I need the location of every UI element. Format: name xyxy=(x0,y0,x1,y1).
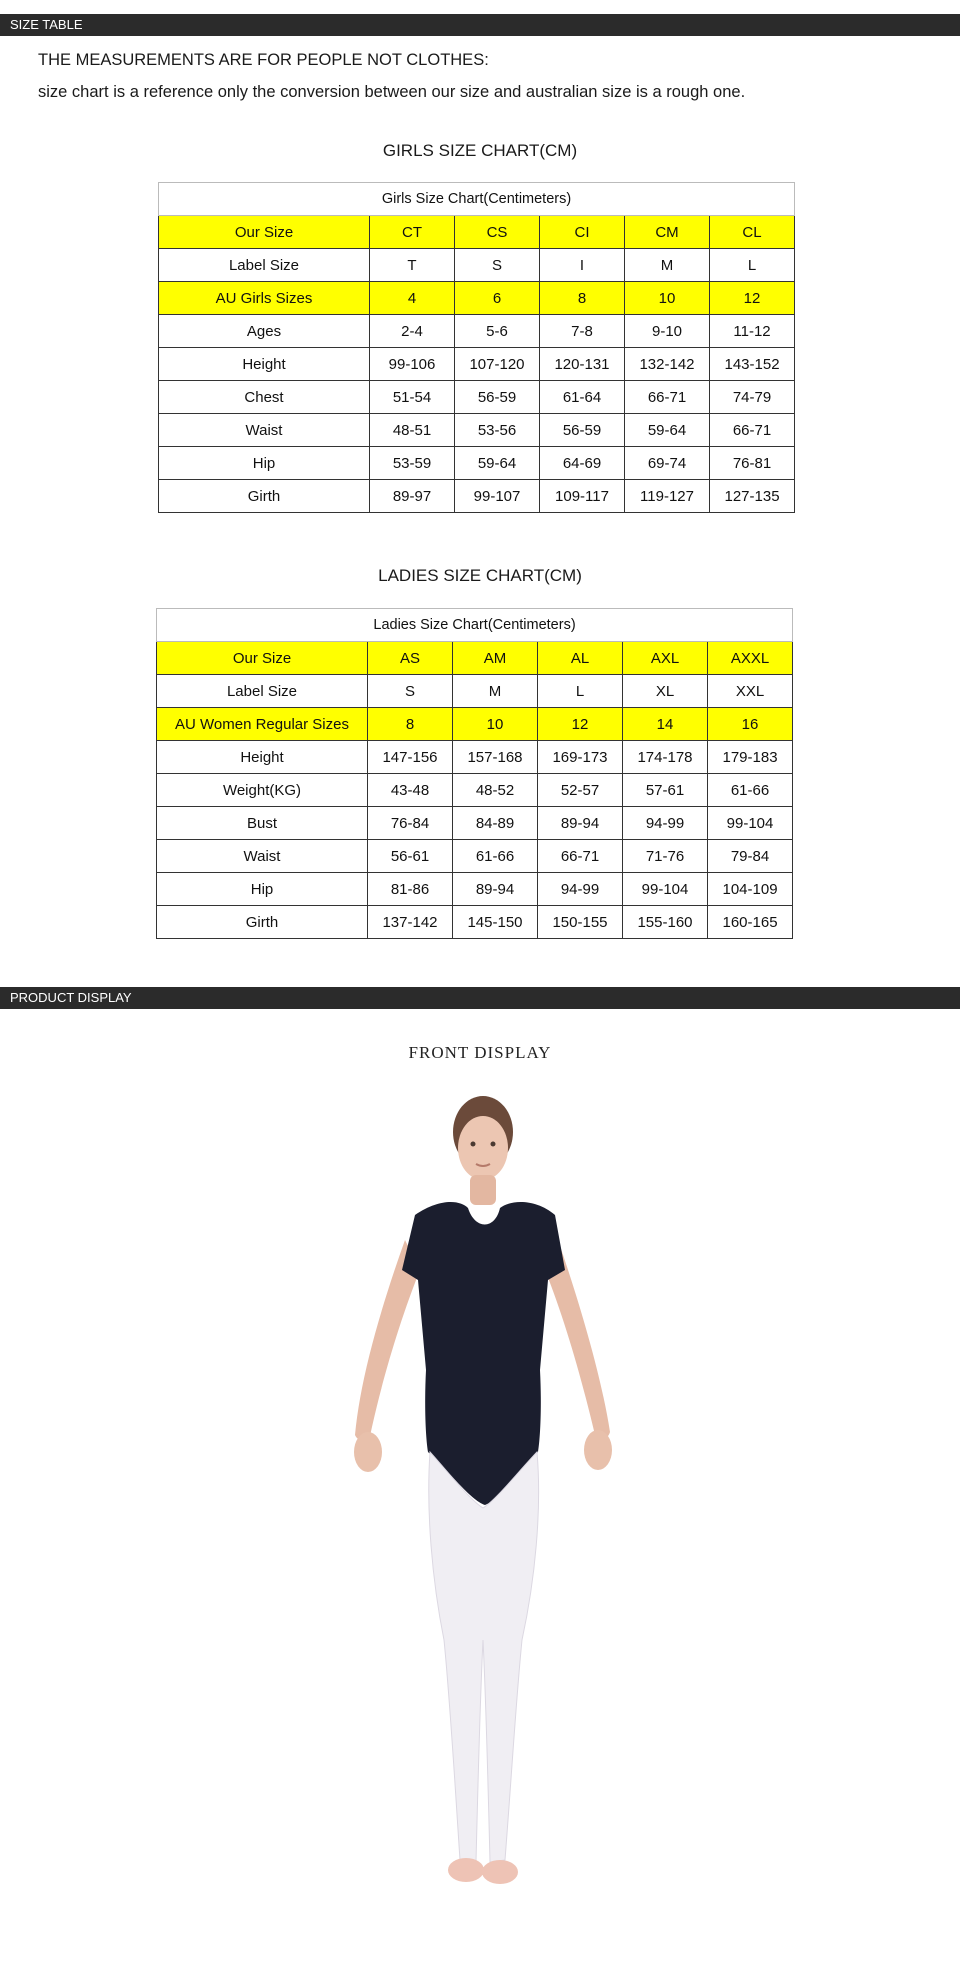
leotard xyxy=(402,1202,565,1505)
row-label: Label Size xyxy=(159,249,370,282)
table-cell: 99-104 xyxy=(623,873,708,906)
table-row xyxy=(159,282,795,315)
table-cell: 9-10 xyxy=(625,315,710,348)
table-cell: 174-178 xyxy=(623,741,708,774)
table-cell: 145-150 xyxy=(453,906,538,939)
table-cell: 14 xyxy=(623,708,708,741)
table-cell: 4 xyxy=(370,282,455,315)
table-row xyxy=(159,381,795,414)
table-cell: M xyxy=(453,675,538,708)
table-row xyxy=(157,642,793,675)
table-cell: 169-173 xyxy=(538,741,623,774)
table-cell: M xyxy=(625,249,710,282)
right-ballet-shoe xyxy=(482,1860,518,1884)
table-cell: XXL xyxy=(708,675,793,708)
table-cell: 52-57 xyxy=(538,774,623,807)
conversion-notice: size chart is a reference only the conversion between our size and australian size is a rough one. xyxy=(38,83,746,101)
table-cell: 56-59 xyxy=(540,414,625,447)
table-cell: 160-165 xyxy=(708,906,793,939)
table-cell: CM xyxy=(625,216,710,249)
table-cell: 74-79 xyxy=(710,381,795,414)
table-cell: 120-131 xyxy=(540,348,625,381)
table-cell: 127-135 xyxy=(710,480,795,513)
model-neck xyxy=(470,1175,496,1205)
model-left-eye xyxy=(471,1142,476,1147)
product-display-header: PRODUCT DISPLAY xyxy=(0,987,960,1009)
row-label: Girth xyxy=(159,480,370,513)
table-cell: CS xyxy=(455,216,540,249)
table-cell: 56-59 xyxy=(455,381,540,414)
front-display-title: FRONT DISPLAY xyxy=(408,1043,552,1062)
table-row xyxy=(159,348,795,381)
table-cell: 53-59 xyxy=(370,447,455,480)
model-right-eye xyxy=(491,1142,496,1147)
table-cell: I xyxy=(540,249,625,282)
table-cell: 79-84 xyxy=(708,840,793,873)
table-cell: 10 xyxy=(625,282,710,315)
table-cell: 94-99 xyxy=(623,807,708,840)
table-cell: 6 xyxy=(455,282,540,315)
table-cell: 7-8 xyxy=(540,315,625,348)
table-cell: 12 xyxy=(710,282,795,315)
girls-chart-title: GIRLS SIZE CHART(CM) xyxy=(382,141,578,160)
table-cell: AS xyxy=(368,642,453,675)
table-cell: 99-104 xyxy=(708,807,793,840)
table-cell: 61-66 xyxy=(453,840,538,873)
model-photo xyxy=(290,1080,680,1960)
table-cell: CL xyxy=(710,216,795,249)
table-cell: 89-97 xyxy=(370,480,455,513)
left-ballet-shoe xyxy=(448,1858,484,1882)
table-cell: 43-48 xyxy=(368,774,453,807)
ladies-chart-title: LADIES SIZE CHART(CM) xyxy=(378,566,582,585)
table-cell: 89-94 xyxy=(538,807,623,840)
row-label: AU Women Regular Sizes xyxy=(157,708,368,741)
table-cell: 11-12 xyxy=(710,315,795,348)
table-cell: AL xyxy=(538,642,623,675)
table-cell: 81-86 xyxy=(368,873,453,906)
table-row xyxy=(159,216,795,249)
table-cell: 61-66 xyxy=(708,774,793,807)
row-label: Hip xyxy=(157,873,368,906)
table-cell: 10 xyxy=(453,708,538,741)
table-row xyxy=(159,414,795,447)
table-cell: S xyxy=(455,249,540,282)
table-cell: L xyxy=(538,675,623,708)
row-label: Weight(KG) xyxy=(157,774,368,807)
table-row xyxy=(159,315,795,348)
row-label: Label Size xyxy=(157,675,368,708)
table-cell: 59-64 xyxy=(455,447,540,480)
table-cell: S xyxy=(368,675,453,708)
row-label: Girth xyxy=(157,906,368,939)
table-row xyxy=(159,447,795,480)
table-row xyxy=(157,906,793,939)
girls-size-table xyxy=(158,182,795,513)
table-cell: XL xyxy=(623,675,708,708)
table-cell: AXL xyxy=(623,642,708,675)
table-cell: 12 xyxy=(538,708,623,741)
table-cell: 76-84 xyxy=(368,807,453,840)
table-cell: 157-168 xyxy=(453,741,538,774)
table-row xyxy=(157,873,793,906)
table-cell: 16 xyxy=(708,708,793,741)
table-cell: 99-107 xyxy=(455,480,540,513)
table-cell: 64-69 xyxy=(540,447,625,480)
table-cell: 66-71 xyxy=(625,381,710,414)
table-cell: 143-152 xyxy=(710,348,795,381)
table-cell: 76-81 xyxy=(710,447,795,480)
table-row xyxy=(157,708,793,741)
table-cell: 71-76 xyxy=(623,840,708,873)
table-row xyxy=(157,675,793,708)
ladies-size-table xyxy=(156,608,793,939)
table-cell: AXXL xyxy=(708,642,793,675)
table-cell: 8 xyxy=(368,708,453,741)
table-cell: T xyxy=(370,249,455,282)
table-row xyxy=(159,249,795,282)
size-table-header: SIZE TABLE xyxy=(0,14,960,36)
table-cell: 147-156 xyxy=(368,741,453,774)
measurement-notice: THE MEASUREMENTS ARE FOR PEOPLE NOT CLOTHES: xyxy=(38,51,489,69)
row-label: Height xyxy=(159,348,370,381)
row-label: Height xyxy=(157,741,368,774)
table-cell: 56-61 xyxy=(368,840,453,873)
table-cell: 89-94 xyxy=(453,873,538,906)
table-row xyxy=(157,741,793,774)
table-cell: L xyxy=(710,249,795,282)
table-cell: 48-51 xyxy=(370,414,455,447)
table-cell: 69-74 xyxy=(625,447,710,480)
table-row xyxy=(159,480,795,513)
row-label: Ages xyxy=(159,315,370,348)
row-label: AU Girls Sizes xyxy=(159,282,370,315)
table-cell: 66-71 xyxy=(710,414,795,447)
table-cell: 107-120 xyxy=(455,348,540,381)
model-left-hand xyxy=(354,1432,382,1472)
table-cell: 84-89 xyxy=(453,807,538,840)
table-cell: 66-71 xyxy=(538,840,623,873)
row-label: Bust xyxy=(157,807,368,840)
girls-table-caption: Girls Size Chart(Centimeters) xyxy=(159,183,795,216)
row-label: Waist xyxy=(157,840,368,873)
table-cell: AM xyxy=(453,642,538,675)
table-row xyxy=(157,840,793,873)
row-label: Our Size xyxy=(157,642,368,675)
row-label: Chest xyxy=(159,381,370,414)
table-row xyxy=(157,807,793,840)
table-cell: 137-142 xyxy=(368,906,453,939)
row-label: Waist xyxy=(159,414,370,447)
table-cell: 57-61 xyxy=(623,774,708,807)
table-cell: 8 xyxy=(540,282,625,315)
table-cell: 5-6 xyxy=(455,315,540,348)
table-cell: CT xyxy=(370,216,455,249)
table-cell: 53-56 xyxy=(455,414,540,447)
table-cell: 104-109 xyxy=(708,873,793,906)
table-cell: 48-52 xyxy=(453,774,538,807)
table-cell: 59-64 xyxy=(625,414,710,447)
model-right-hand xyxy=(584,1430,612,1470)
table-cell: 179-183 xyxy=(708,741,793,774)
row-label: Hip xyxy=(159,447,370,480)
table-cell: CI xyxy=(540,216,625,249)
ladies-table-caption: Ladies Size Chart(Centimeters) xyxy=(157,609,793,642)
table-cell: 109-117 xyxy=(540,480,625,513)
table-cell: 99-106 xyxy=(370,348,455,381)
table-cell: 2-4 xyxy=(370,315,455,348)
table-cell: 61-64 xyxy=(540,381,625,414)
table-cell: 94-99 xyxy=(538,873,623,906)
table-cell: 119-127 xyxy=(625,480,710,513)
table-cell: 51-54 xyxy=(370,381,455,414)
tights xyxy=(429,1452,539,1862)
table-cell: 155-160 xyxy=(623,906,708,939)
model-head xyxy=(458,1116,508,1180)
table-cell: 150-155 xyxy=(538,906,623,939)
row-label: Our Size xyxy=(159,216,370,249)
table-cell: 132-142 xyxy=(625,348,710,381)
table-row xyxy=(157,774,793,807)
